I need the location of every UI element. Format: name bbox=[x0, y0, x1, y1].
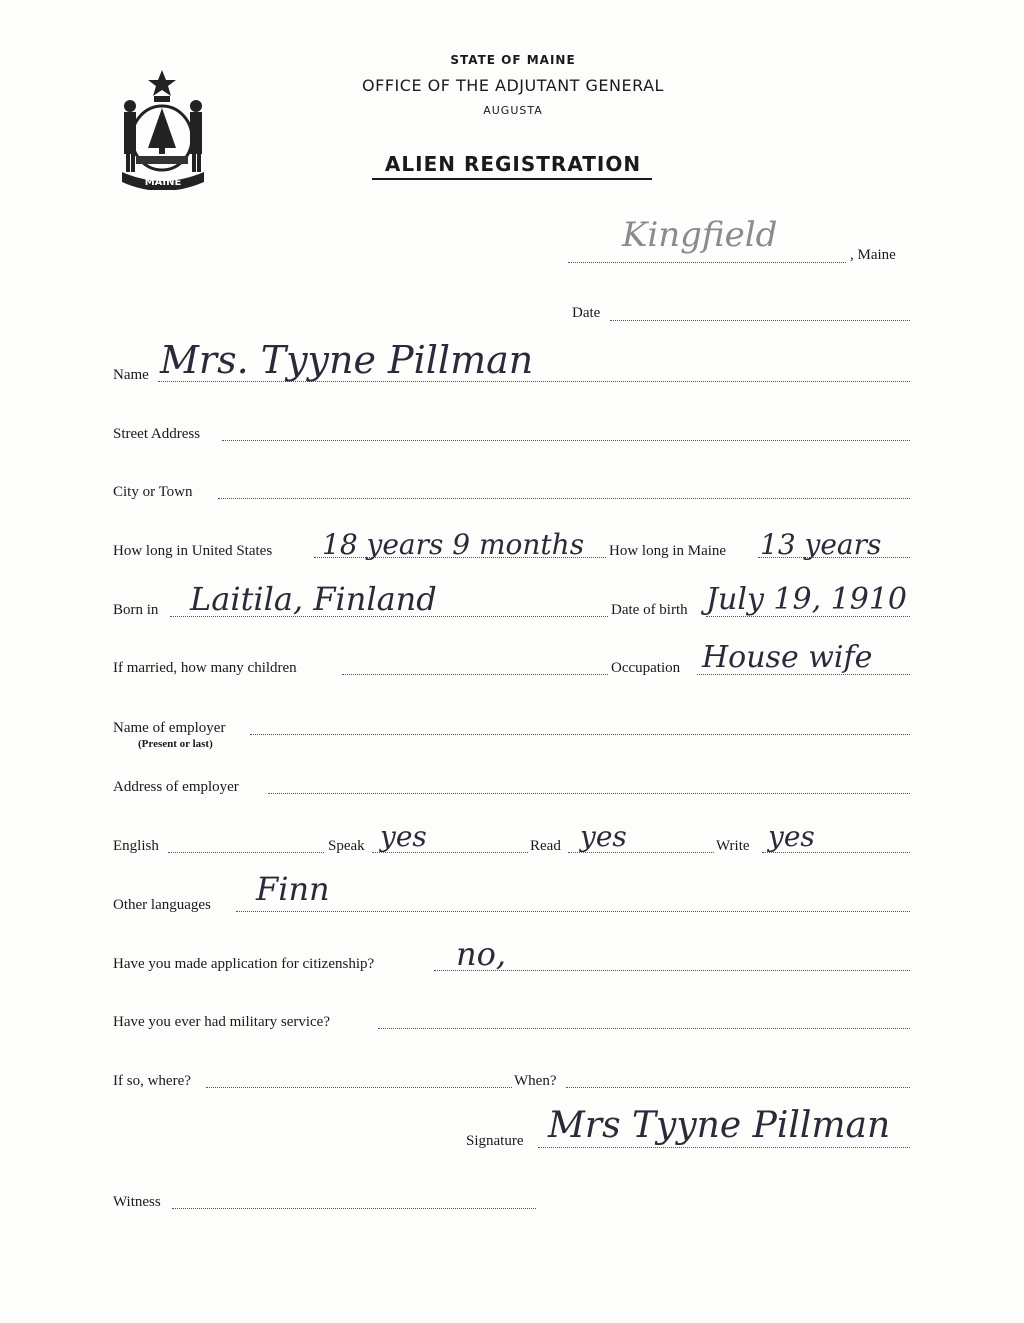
married-label: If married, how many children bbox=[113, 660, 297, 676]
us-label: How long in United States bbox=[113, 543, 273, 559]
employer-line bbox=[250, 734, 910, 735]
witness-label: Witness bbox=[113, 1194, 161, 1210]
military-line bbox=[378, 1028, 910, 1029]
where-label: If so, where? bbox=[113, 1073, 191, 1089]
dob-value: July 19, 1910 bbox=[706, 582, 908, 617]
other-languages-line bbox=[236, 911, 910, 912]
speak-value: yes bbox=[380, 820, 427, 853]
maine-value: 13 years bbox=[760, 528, 882, 561]
date-line bbox=[610, 320, 910, 321]
witness-line bbox=[172, 1208, 536, 1209]
us-value: 18 years 9 months bbox=[322, 528, 585, 561]
citizenship-value: no, bbox=[456, 935, 507, 973]
maine-state-seal-icon bbox=[112, 68, 224, 190]
employer-address-label: Address of employer bbox=[113, 779, 239, 795]
when-label: When? bbox=[514, 1073, 557, 1089]
name-value: Mrs. Tyyne Pillman bbox=[160, 338, 534, 382]
other-languages-value: Finn bbox=[256, 870, 330, 908]
svg-text:MAINE: MAINE bbox=[144, 177, 182, 188]
occupation-label: Occupation bbox=[611, 660, 681, 676]
town-line bbox=[568, 262, 846, 263]
other-languages-label: Other languages bbox=[113, 897, 211, 913]
state-heading: STATE OF MAINE bbox=[450, 53, 576, 67]
citizenship-label: Have you made application for citizenship? bbox=[113, 956, 375, 972]
employer-sublabel: (Present or last) bbox=[138, 738, 213, 750]
office-heading: OFFICE OF THE ADJUTANT GENERAL bbox=[362, 76, 664, 95]
name-label: Name bbox=[113, 367, 149, 383]
page-title: ALIEN REGISTRATION bbox=[384, 152, 642, 176]
where-line bbox=[206, 1087, 512, 1088]
born-label: Born in bbox=[113, 602, 159, 618]
city-line bbox=[218, 498, 910, 499]
speak-label: Speak bbox=[328, 838, 365, 854]
born-value: Laitila, Finland bbox=[190, 580, 437, 618]
military-label: Have you ever had military service? bbox=[113, 1014, 330, 1030]
date-label: Date bbox=[572, 305, 601, 321]
city-label: City or Town bbox=[113, 484, 193, 500]
maine-label: How long in Maine bbox=[609, 543, 727, 559]
english-line bbox=[168, 852, 324, 853]
read-value: yes bbox=[580, 820, 627, 853]
write-value: yes bbox=[768, 820, 815, 853]
town-suffix: , Maine bbox=[850, 247, 896, 263]
signature-label: Signature bbox=[466, 1133, 524, 1149]
occupation-value: House wife bbox=[702, 640, 873, 675]
when-line bbox=[566, 1087, 910, 1088]
write-label: Write bbox=[716, 838, 750, 854]
employer-address-line bbox=[268, 793, 910, 794]
street-label: Street Address bbox=[113, 426, 201, 442]
street-line bbox=[222, 440, 910, 441]
title-underline bbox=[372, 178, 652, 180]
signature-line bbox=[538, 1147, 910, 1148]
english-label: English bbox=[113, 838, 159, 854]
town-value: Kingfield bbox=[622, 215, 778, 255]
dob-label: Date of birth bbox=[611, 602, 688, 618]
married-line bbox=[342, 674, 608, 675]
employer-label: Name of employer bbox=[113, 720, 226, 736]
city-heading: AUGUSTA bbox=[483, 104, 543, 117]
read-label: Read bbox=[530, 838, 561, 854]
signature-value: Mrs Tyyne Pillman bbox=[548, 1105, 891, 1146]
